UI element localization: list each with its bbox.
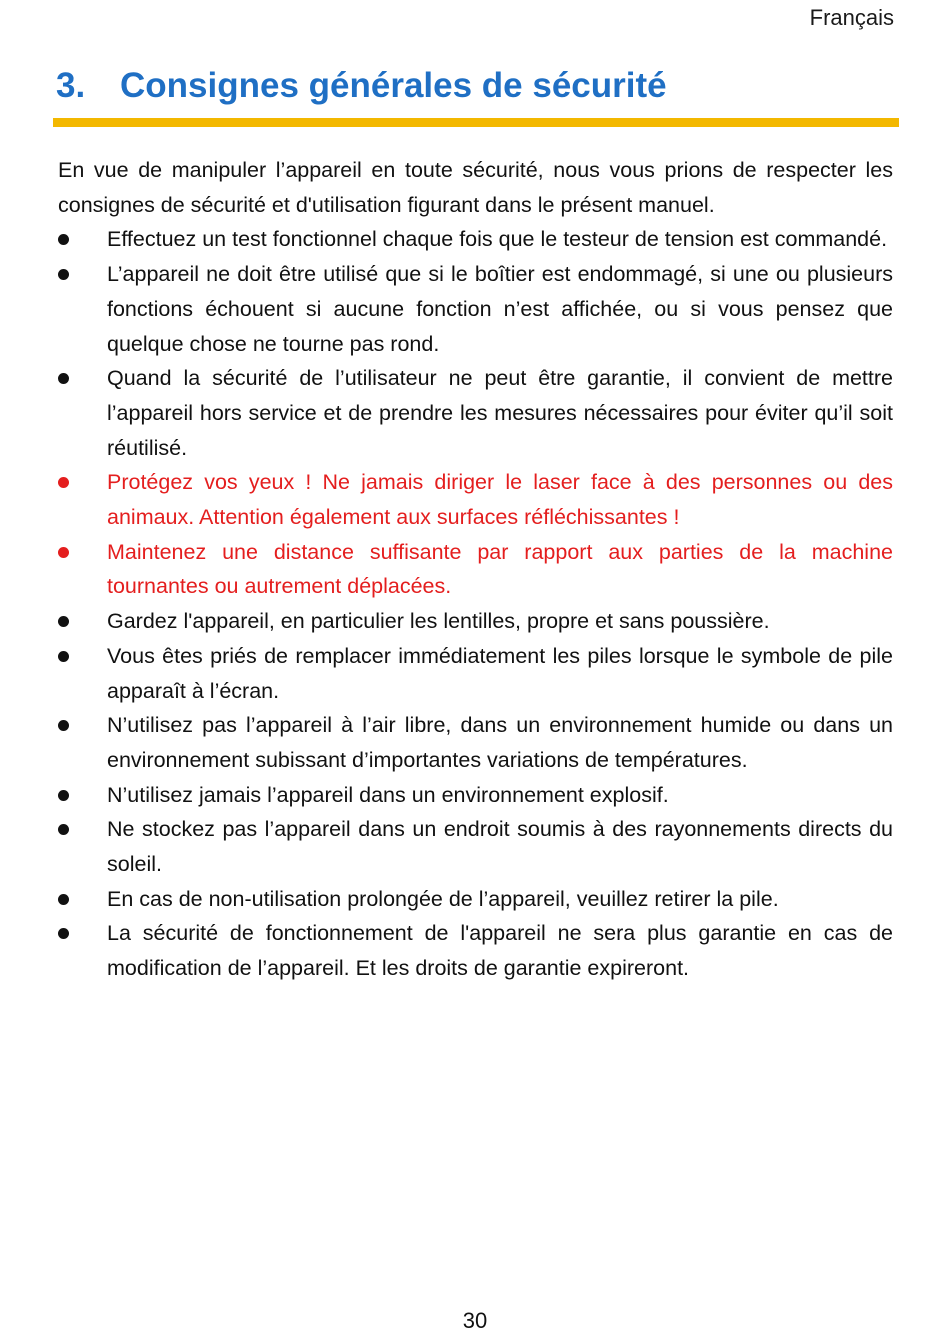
intro-paragraph: En vue de manipuler l’appareil en toute sécurité, nous vous prions de respecter les consignes de sécurité et d'utilisation figurant dans le présent manuel. xyxy=(58,158,893,217)
heading-underline xyxy=(53,118,899,127)
list-item-text: Protégez vos yeux ! Ne jamais diriger le laser face à des personnes ou des animaux. Attention également aux surfaces réfléchissantes ! xyxy=(107,470,893,530)
bullet-icon xyxy=(58,651,69,662)
bullet-icon xyxy=(58,616,69,627)
bullet-icon xyxy=(58,824,69,835)
bullet-icon xyxy=(58,720,69,731)
page-number: 30 xyxy=(462,1308,488,1333)
list-item xyxy=(58,882,893,917)
language-label: Français xyxy=(809,5,894,30)
bullet-icon xyxy=(58,373,69,384)
list-item xyxy=(58,639,893,708)
list-item xyxy=(58,222,893,257)
list-item-text: Vous êtes priés de remplacer immédiatement les piles lorsque le symbole de pile apparaît à l’écran. xyxy=(107,643,893,703)
bullet-icon xyxy=(58,234,69,245)
list-item-text: Ne stockez pas l’appareil dans un endroit soumis à des rayonnements directs du soleil. xyxy=(107,817,893,877)
bullet-icon xyxy=(58,477,69,488)
bullet-icon xyxy=(58,547,69,558)
list-item-text: L’appareil ne doit être utilisé que si le boîtier est endommagé, si une ou plusieurs fonctions échouent si aucune fonction n’est affichée, ou si vous pensez que quelque chose ne tourne pas rond. xyxy=(107,262,893,356)
safety-list xyxy=(58,222,893,985)
list-item xyxy=(58,604,893,639)
list-item-text: Effectuez un test fonctionnel chaque fois que le testeur de tension est commandé. xyxy=(107,227,888,252)
list-item xyxy=(58,257,893,361)
bullet-icon xyxy=(58,269,69,280)
page-content xyxy=(58,153,893,986)
list-item xyxy=(58,916,893,985)
list-item xyxy=(58,708,893,777)
list-item-text: N’utilisez jamais l’appareil dans un environnement explosif. xyxy=(107,782,669,807)
list-item xyxy=(58,812,893,881)
section-title: Consignes générales de sécurité xyxy=(120,66,667,105)
list-item xyxy=(58,778,893,813)
bullet-icon xyxy=(58,928,69,939)
list-item xyxy=(58,361,893,465)
list-item-warning xyxy=(58,465,893,534)
list-item-text: Maintenez une distance suffisante par rapport aux parties de la machine tournantes ou autrement déplacées. xyxy=(107,539,893,599)
list-item-text: Gardez l'appareil, en particulier les lentilles, propre et sans poussière. xyxy=(107,609,770,634)
bullet-icon xyxy=(58,894,69,905)
list-item-text: N’utilisez pas l’appareil à l’air libre, dans un environnement humide ou dans un environnement subissant d’importantes variations de températures. xyxy=(107,713,893,772)
section-number: 3. xyxy=(56,66,86,105)
list-item-text: Quand la sécurité de l’utilisateur ne peut être garantie, il convient de mettre l’appareil hors service et de prendre les mesures nécessaires pour éviter qu’il soit réutilisé. xyxy=(107,366,893,460)
list-item-text: En cas de non-utilisation prolongée de l’appareil, veuillez retirer la pile. xyxy=(107,886,779,911)
list-item-warning xyxy=(58,535,893,604)
section-heading xyxy=(56,66,894,106)
list-item-text: La sécurité de fonctionnement de l'appareil ne sera plus garantie en cas de modification de l’appareil. Et les droits de garantie expireront. xyxy=(107,921,893,981)
bullet-icon xyxy=(58,790,69,801)
